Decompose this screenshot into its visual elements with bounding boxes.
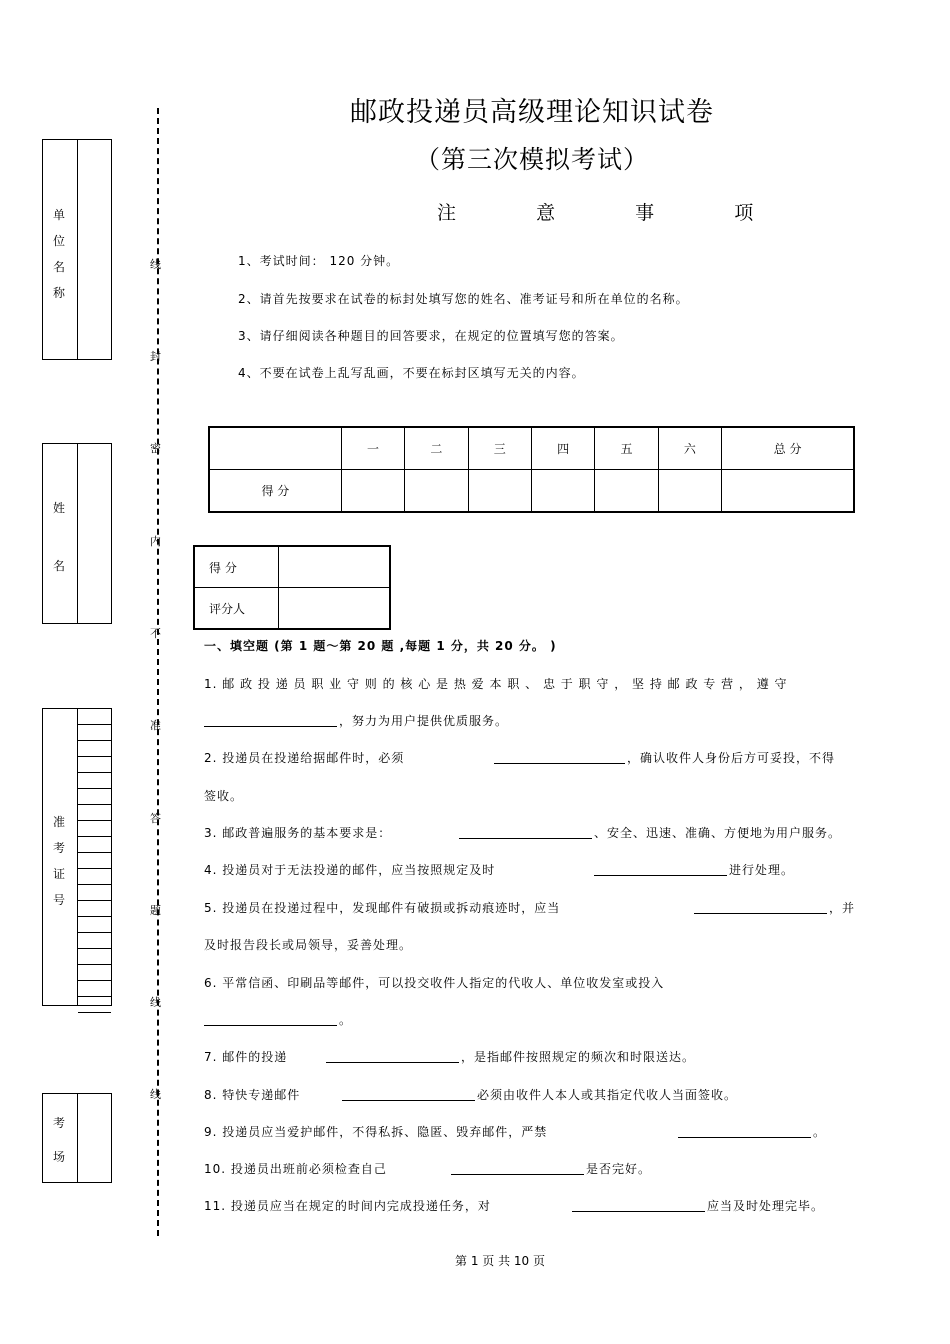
name-box: 姓 名 [42,443,112,624]
question: 10. 投递员出班前必须检查自己 [204,1162,387,1176]
question-after: 应当及时处理完毕。 [707,1199,825,1213]
score-header: 二 [405,427,468,470]
unit-name-field[interactable] [77,140,111,359]
score-cell[interactable] [595,470,658,513]
question: 2. 投递员在投递给据邮件时，必须 [204,751,405,765]
score-cell[interactable] [658,470,721,513]
answer-blank[interactable] [204,712,337,727]
page-title: 邮政投递员高级理论知识试卷 [350,97,714,128]
question-after: ，确认收件人身份后方可妥投，不得 [627,751,836,765]
question-continuation: 。 [339,1013,353,1027]
notice-item: 1、考试时间： 120 分钟。 [238,254,400,268]
answer-blank[interactable] [204,1011,337,1026]
question-after: 、安全、迅速、准确、方便地为用户服务。 [594,826,842,840]
notice-heading: 注 意 事 项 [437,202,754,224]
exam-number-field[interactable] [77,709,111,1005]
page-footer: 第 1 页 共 10 页 [455,1254,545,1268]
seal-char: 封 [150,350,161,363]
page-subtitle: （第三次模拟考试） [414,145,649,174]
score-table [208,426,855,513]
section-score-cell[interactable] [279,546,391,588]
score-header: 六 [658,427,721,470]
question-after: ，并 [829,901,856,915]
question-after: 必须由收件人本人或其指定代收人当面签收。 [477,1088,738,1102]
seal-char: 准 [150,719,161,732]
question: 11. 投递员应当在规定的时间内完成投递任务，对 [204,1199,491,1213]
answer-blank[interactable] [678,1123,811,1138]
seal-char: 密 [150,442,161,455]
question: 1. 邮 政 投 递 员 职 业 守 则 的 核 心 是 热 爱 本 职 、 忠 于 职 守 ， 坚 持 邮 政 专 营 ， 遵 守 [204,677,788,691]
question: 3. 邮政普遍服务的基本要求是： [204,826,392,840]
name-field[interactable] [77,444,111,623]
question: 7. 邮件的投递 [204,1050,288,1064]
score-cell[interactable] [468,470,531,513]
question: 9. 投递员应当爱护邮件，不得私拆、隐匿、毁弃邮件，严禁 [204,1125,548,1139]
score-header: 总 分 [722,427,854,470]
score-cell[interactable] [531,470,594,513]
question: 5. 投递员在投递过程中，发现邮件有破损或拆动痕迹时，应当 [204,901,561,915]
seal-char: 不 [150,627,161,640]
seal-char: 线 [150,1088,161,1101]
score-cell[interactable] [341,470,404,513]
section-score-table [193,545,391,630]
seal-char: 线 [150,258,161,271]
score-cell[interactable] [405,470,468,513]
grader-cell[interactable] [279,588,391,630]
score-header: 四 [531,427,594,470]
question-after: 进行处理。 [729,863,795,877]
unit-name-box: 单 位 名 称 [42,139,112,360]
question: 4. 投递员对于无法投递的邮件，应当按照规定及时 [204,863,496,877]
answer-blank[interactable] [572,1197,705,1212]
seal-char: 内 [150,535,161,548]
notice-item: 3、请仔细阅读各种题目的回答要求，在规定的位置填写您的答案。 [238,329,624,343]
question-after: 。 [813,1125,827,1139]
exam-room-field[interactable] [77,1094,111,1182]
question-continuation: ，努力为用户提供优质服务。 [339,714,509,728]
answer-blank[interactable] [342,1086,475,1101]
notice-item: 2、请首先按要求在试卷的标封处填写您的姓名、准考证号和所在单位的名称。 [238,292,689,306]
answer-blank[interactable] [326,1048,459,1063]
answer-blank[interactable] [459,824,592,839]
exam-number-box: 准 考 证 号 [42,708,112,1006]
score-header [209,427,341,470]
grader-label: 评分人 [194,588,279,630]
answer-blank[interactable] [594,861,727,876]
answer-blank[interactable] [451,1160,584,1175]
seal-char: 题 [150,904,161,917]
score-row [209,470,854,513]
seal-char: 答 [150,812,161,825]
score-header: 一 [341,427,404,470]
seal-char: 线 [150,996,161,1009]
question-after: ，是指邮件按照规定的频次和时限送达。 [461,1050,696,1064]
score-header: 三 [468,427,531,470]
answer-blank[interactable] [694,899,827,914]
question-continuation: 及时报告段长或局领导，妥善处理。 [204,938,413,952]
question-after: 是否完好。 [586,1162,652,1176]
seal-line [157,108,159,1236]
exam-room-box: 考 场 [42,1093,112,1183]
score-header: 五 [595,427,658,470]
answer-blank[interactable] [494,749,625,764]
section-heading: 一、填空题 (第 1 题～第 20 题 ,每题 1 分，共 20 分。 ) [204,639,557,653]
question-continuation: 签收。 [204,789,244,803]
question: 6. 平常信函、印刷品等邮件，可以投交收件人指定的代收人、单位收发室或投入 [204,976,665,990]
section-score-label: 得 分 [194,546,279,588]
score-header-row [209,427,854,470]
notice-item: 4、不要在试卷上乱写乱画，不要在标封区填写无关的内容。 [238,366,585,380]
score-cell[interactable] [722,470,854,513]
score-row-label: 得 分 [209,470,341,513]
question: 8. 特快专递邮件 [204,1088,301,1102]
